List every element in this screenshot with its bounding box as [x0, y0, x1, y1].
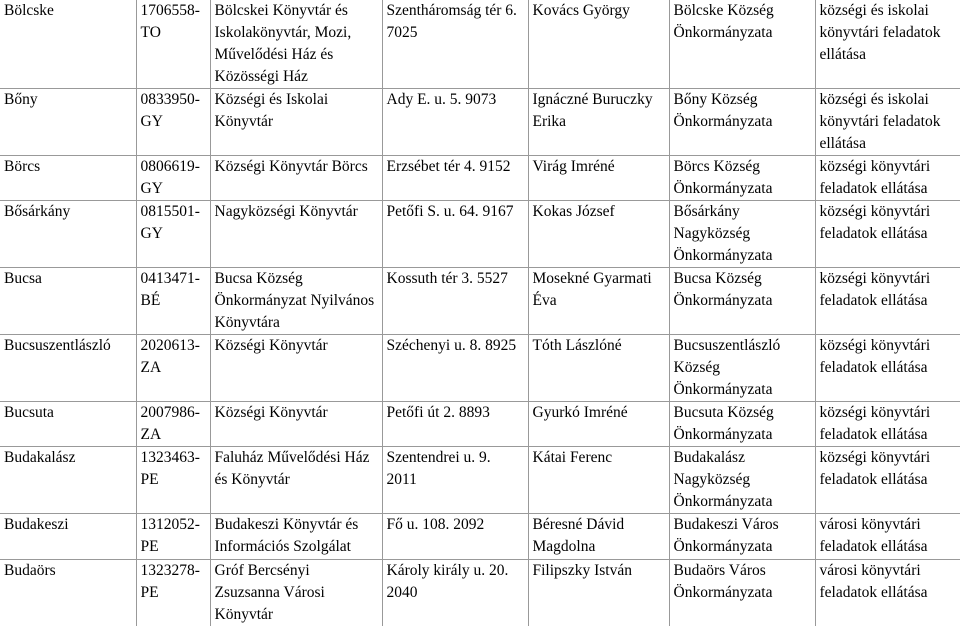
- maintainer-cell: Bucsuta Község Önkormányzata: [669, 402, 815, 447]
- code-cell: 2020613-ZA: [136, 335, 210, 402]
- code-cell: 0833950-GY: [136, 89, 210, 156]
- library-name-cell: Községi és Iskolai Könyvtár: [210, 89, 382, 156]
- task-cell: városi könyvtári feladatok ellátása: [815, 560, 960, 626]
- task-cell: községi könyvtári feladatok ellátása: [815, 447, 960, 514]
- code-cell: 0413471-BÉ: [136, 268, 210, 335]
- library-name-cell: Nagyközségi Könyvtár: [210, 201, 382, 268]
- task-cell: községi és iskolai könyvtári feladatok ellátása: [815, 89, 960, 156]
- table-row: [0, 201, 960, 268]
- director-cell: Tóth Lászlóné: [528, 335, 669, 402]
- library-name-cell: Községi Könyvtár Börcs: [210, 156, 382, 201]
- address-cell: Kossuth tér 3. 5527: [382, 268, 528, 335]
- maintainer-cell: Bucsa Község Önkormányzata: [669, 268, 815, 335]
- settlement-cell: Budakeszi: [0, 514, 136, 560]
- director-cell: Virág Imréné: [528, 156, 669, 201]
- task-cell: községi és iskolai könyvtári feladatok ellátása: [815, 0, 960, 89]
- task-cell: városi könyvtári feladatok ellátása: [815, 514, 960, 560]
- director-cell: Béresné Dávid Magdolna: [528, 514, 669, 560]
- table-row: [0, 560, 960, 626]
- code-cell: 0815501-GY: [136, 201, 210, 268]
- task-cell: községi könyvtári feladatok ellátása: [815, 156, 960, 201]
- code-cell: 1323278-PE: [136, 560, 210, 626]
- table-row: [0, 514, 960, 560]
- maintainer-cell: Budaörs Város Önkormányzata: [669, 560, 815, 626]
- address-cell: Petőfi S. u. 64. 9167: [382, 201, 528, 268]
- director-cell: Filipszky István: [528, 560, 669, 626]
- address-cell: Szentháromság tér 6. 7025: [382, 0, 528, 89]
- task-cell: községi könyvtári feladatok ellátása: [815, 268, 960, 335]
- library-name-cell: Bucsa Község Önkormányzat Nyilvános Könyvtára: [210, 268, 382, 335]
- settlement-cell: Börcs: [0, 156, 136, 201]
- settlement-cell: Bucsuszentlászló: [0, 335, 136, 402]
- director-cell: Gyurkó Imréné: [528, 402, 669, 447]
- maintainer-cell: Budakalász Nagyközség Önkormányzata: [669, 447, 815, 514]
- table-row: [0, 268, 960, 335]
- director-cell: Kovács György: [528, 0, 669, 89]
- task-cell: községi könyvtári feladatok ellátása: [815, 402, 960, 447]
- address-cell: Erzsébet tér 4. 9152: [382, 156, 528, 201]
- maintainer-cell: Bölcske Község Önkormányzata: [669, 0, 815, 89]
- task-cell: községi könyvtári feladatok ellátása: [815, 335, 960, 402]
- table-row: [0, 335, 960, 402]
- code-cell: 2007986-ZA: [136, 402, 210, 447]
- table-row: [0, 156, 960, 201]
- address-cell: Szentendrei u. 9. 2011: [382, 447, 528, 514]
- library-name-cell: Gróf Bercsényi Zsuzsanna Városi Könyvtár: [210, 560, 382, 626]
- director-cell: Ignáczné Buruczky Erika: [528, 89, 669, 156]
- code-cell: 0806619-GY: [136, 156, 210, 201]
- address-cell: Fő u. 108. 2092: [382, 514, 528, 560]
- director-cell: Kokas József: [528, 201, 669, 268]
- library-name-cell: Községi Könyvtár: [210, 402, 382, 447]
- address-cell: Petőfi út 2. 8893: [382, 402, 528, 447]
- library-name-cell: Bölcskei Könyvtár és Iskolakönyvtár, Mozi, Művelődési Ház és Közösségi Ház: [210, 0, 382, 89]
- table-row: [0, 89, 960, 156]
- address-cell: Széchenyi u. 8. 8925: [382, 335, 528, 402]
- maintainer-cell: Bősárkány Nagyközség Önkormányzata: [669, 201, 815, 268]
- address-cell: Károly király u. 20. 2040: [382, 560, 528, 626]
- settlement-cell: Budaörs: [0, 560, 136, 626]
- settlement-cell: Bucsa: [0, 268, 136, 335]
- director-cell: Kátai Ferenc: [528, 447, 669, 514]
- library-name-cell: Faluház Művelődési Ház és Könyvtár: [210, 447, 382, 514]
- task-cell: községi könyvtári feladatok ellátása: [815, 201, 960, 268]
- maintainer-cell: Bőny Község Önkormányzata: [669, 89, 815, 156]
- maintainer-cell: Budakeszi Város Önkormányzata: [669, 514, 815, 560]
- library-name-cell: Budakeszi Könyvtár és Információs Szolgálat: [210, 514, 382, 560]
- library-name-cell: Községi Könyvtár: [210, 335, 382, 402]
- table-row: [0, 402, 960, 447]
- settlement-cell: Bucsuta: [0, 402, 136, 447]
- table-row: [0, 0, 960, 89]
- maintainer-cell: Börcs Község Önkormányzata: [669, 156, 815, 201]
- settlement-cell: Bölcske: [0, 0, 136, 89]
- table-row: [0, 447, 960, 514]
- settlement-cell: Budakalász: [0, 447, 136, 514]
- settlement-cell: Bősárkány: [0, 201, 136, 268]
- code-cell: 1312052-PE: [136, 514, 210, 560]
- address-cell: Ady E. u. 5. 9073: [382, 89, 528, 156]
- director-cell: Mosekné Gyarmati Éva: [528, 268, 669, 335]
- code-cell: 1323463-PE: [136, 447, 210, 514]
- maintainer-cell: Bucsuszentlászló Község Önkormányzata: [669, 335, 815, 402]
- code-cell: 1706558-TO: [136, 0, 210, 89]
- settlement-cell: Bőny: [0, 89, 136, 156]
